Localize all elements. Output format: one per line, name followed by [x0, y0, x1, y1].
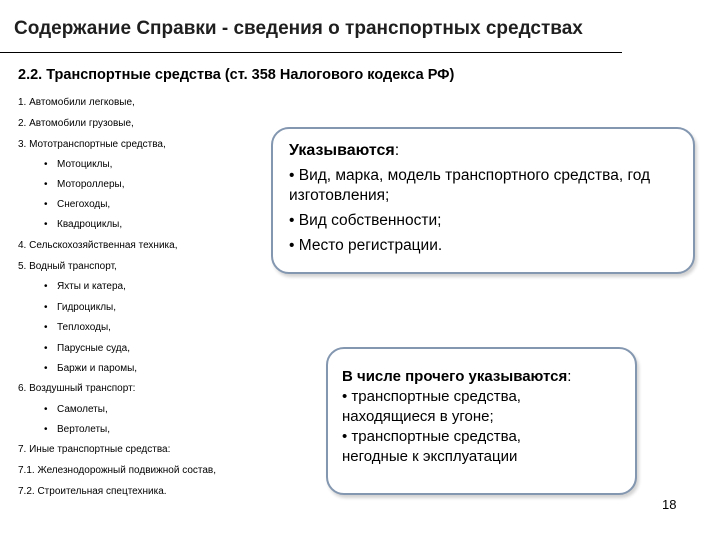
box-heading: В числе прочего указываются:: [342, 368, 572, 385]
list-item: 1. Автомобили легковые,: [18, 97, 135, 108]
list-item: 5. Водный транспорт,: [18, 261, 117, 272]
list-subitem: • Квадроциклы,: [45, 219, 122, 230]
box-heading: Указываются:: [289, 142, 400, 159]
box-bullet: • Вид, марка, модель транспортного средства, год изготовления;: [289, 167, 651, 204]
slide-title: Содержание Справки - сведения о транспортных средствах: [14, 18, 583, 39]
list-subitem: • Парусные суда,: [45, 343, 130, 354]
list-subitem: • Гидроциклы,: [45, 302, 116, 313]
list-item: 7.1. Железнодорожный подвижной состав,: [18, 465, 217, 476]
list-item: 3. Мототранспортные средства,: [18, 139, 166, 150]
box-line: • транспортные средства,: [342, 388, 521, 405]
other-specified-box: [326, 347, 637, 495]
page-number: 18: [662, 497, 677, 512]
list-subitem: • Мотороллеры,: [45, 179, 124, 190]
box-bullet: • Место регистрации.: [289, 237, 443, 254]
specified-info-box: [271, 127, 695, 274]
list-item: 6. Воздушный транспорт:: [18, 383, 136, 394]
section-subtitle: 2.2. Транспортные средства (ст. 358 Налогового кодекса РФ): [18, 67, 455, 83]
box-line: негодные к эксплуатации: [342, 448, 518, 465]
list-subitem: • Теплоходы,: [45, 322, 111, 333]
title-underline: [0, 52, 622, 53]
list-subitem: • Вертолеты,: [45, 424, 110, 435]
box-bullet: • Вид собственности;: [289, 212, 442, 229]
list-subitem: • Мотоциклы,: [45, 159, 112, 170]
list-item: 7. Иные транспортные средства:: [18, 444, 171, 455]
list-subitem: • Яхты и катера,: [45, 281, 126, 292]
list-subitem: • Снегоходы,: [45, 199, 110, 210]
box-line: • транспортные средства,: [342, 428, 521, 445]
list-subitem: • Баржи и паромы,: [45, 363, 137, 374]
list-item: 7.2. Строительная спецтехника.: [18, 486, 167, 497]
list-item: 2. Автомобили грузовые,: [18, 118, 134, 129]
list-subitem: • Самолеты,: [45, 404, 108, 415]
box-line: находящиеся в угоне;: [342, 408, 494, 425]
list-item: 4. Сельскохозяйственная техника,: [18, 240, 178, 251]
